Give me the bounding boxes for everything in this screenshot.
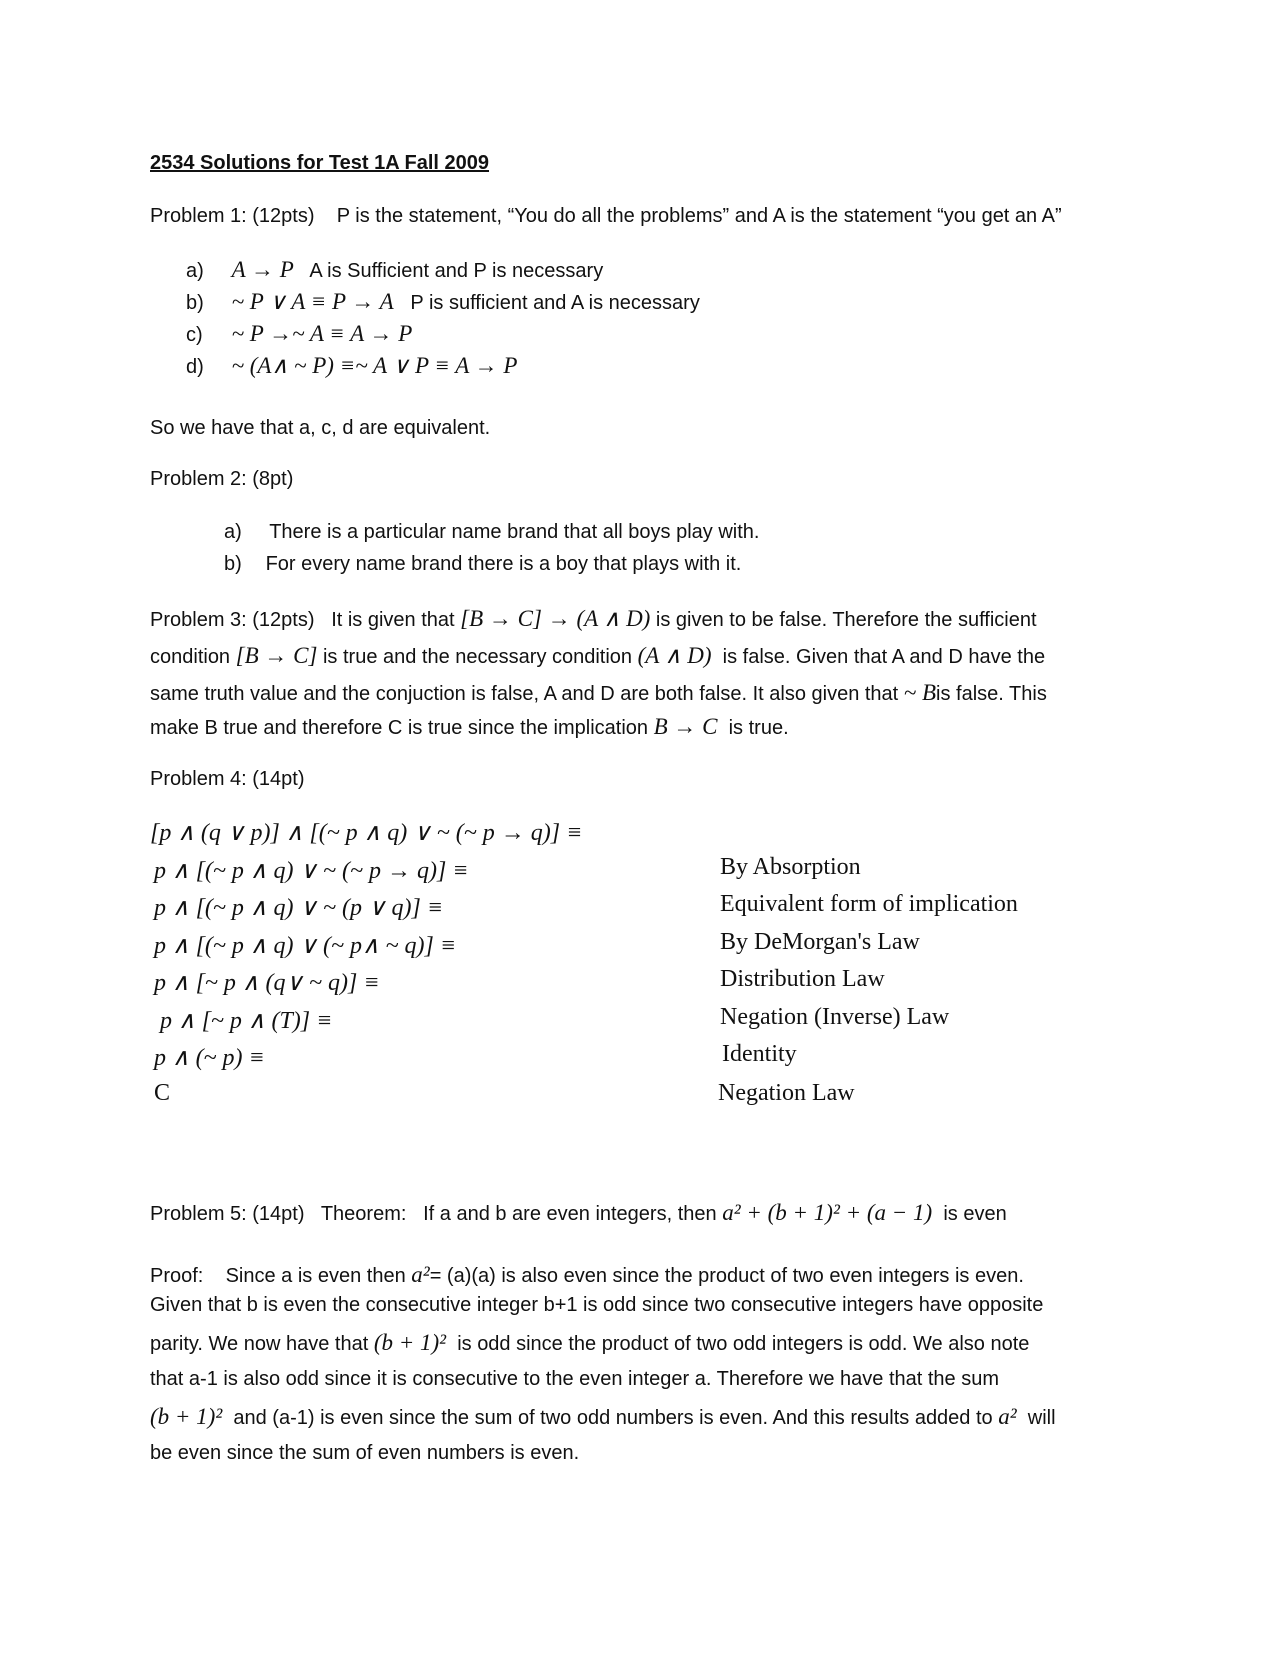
problem-5-header: Problem 5: (14pt) xyxy=(150,1203,305,1225)
proof-line-1 xyxy=(150,1262,1024,1288)
proof-step-expression: p ∧ [~ p ∧ (q∨ ~ q)] ≡ xyxy=(154,970,380,996)
proof-step-expression: p ∧ [(~ p ∧ q) ∨ ~ (~ p → q)] ≡ xyxy=(154,858,469,884)
theorem-expression: a² + (b + 1)² + (a − 1) xyxy=(722,1200,933,1225)
text-run: same truth value and the conjuction is false, A and D are both false. It also given that xyxy=(150,683,899,705)
problem-2-item-a xyxy=(224,521,759,544)
text-run: will xyxy=(1027,1407,1056,1429)
math-expression: ~ B xyxy=(903,680,937,705)
math-expression: [B → C] → (A ∧ D) xyxy=(460,606,651,631)
proof-step-reason: Distribution Law xyxy=(720,966,885,992)
theorem-label: Theorem: xyxy=(320,1203,407,1225)
item-label: a) xyxy=(186,260,204,282)
item-math: ~ P →~ A ≡ A → P xyxy=(231,321,413,346)
proof-step-expression: p ∧ (~ p) ≡ xyxy=(154,1045,265,1071)
text-run: is given to be false. Therefore the sufficient xyxy=(655,609,1037,631)
problem-1-statement xyxy=(150,205,1062,228)
proof-line-4: that a-1 is also odd since it is consecutive to the even integer a. Therefore we have that the sum xyxy=(150,1368,1000,1390)
math-expression: a² xyxy=(998,1404,1017,1429)
text-run: = (a)(a) is also even since the product of two even integers is even. xyxy=(429,1265,1024,1287)
text-run: is odd since the product of two odd integers is odd. We also note xyxy=(457,1333,1030,1355)
text-run: is false. Given that A and D have the xyxy=(722,646,1046,668)
math-expression: (b + 1)² xyxy=(373,1330,447,1355)
problem-1-item-d xyxy=(186,353,517,379)
proof-step-reason: Identity xyxy=(722,1041,797,1067)
item-label: d) xyxy=(186,356,204,378)
page-title: 2534 Solutions for Test 1A Fall 2009 xyxy=(150,152,490,174)
item-text: There is a particular name brand that all boys play with. xyxy=(269,521,760,543)
problem-3-line-2 xyxy=(150,643,1045,669)
proof-line-2: Given that b is even the consecutive integer b+1 is odd since two consecutive integers have opposite xyxy=(150,1294,1044,1316)
problem-3-line-3 xyxy=(150,680,1047,706)
proof-line-6: be even since the sum of even numbers is even. xyxy=(150,1442,580,1464)
text-run: and (a-1) is even since the sum of two odd numbers is even. And this results added to xyxy=(233,1407,993,1429)
proof-step-reason: Negation (Inverse) Law xyxy=(720,1004,950,1030)
text-run: is even xyxy=(943,1203,1007,1225)
math-expression: (b + 1)² xyxy=(150,1404,223,1429)
text-run: It is given that xyxy=(331,609,455,631)
text-run: parity. We now have that xyxy=(150,1333,369,1355)
proof-step-reason: Negation Law xyxy=(718,1080,855,1106)
item-math: ~ (A∧ ~ P) ≡~ A ∨ P ≡ A → P xyxy=(231,353,518,378)
text-run: condition xyxy=(150,646,231,668)
proof-step-expression: p ∧ [(~ p ∧ q) ∨ ~ (p ∨ q)] ≡ xyxy=(154,895,444,921)
text-run: is true and the necessary condition xyxy=(322,646,633,668)
problem-2-header: Problem 2: (8pt) xyxy=(150,468,294,490)
problem-2-item-b xyxy=(224,553,741,576)
item-label: b) xyxy=(224,553,242,575)
math-expression: a² xyxy=(411,1262,430,1287)
problem-1-text: P is the statement, “You do all the problems” and A is the statement “you get an A” xyxy=(336,205,1062,227)
proof-step-reason: Equivalent form of implication xyxy=(720,891,1018,917)
math-expression: [B → C] xyxy=(235,643,318,668)
item-math: A → P xyxy=(231,257,294,282)
text-run: is true. xyxy=(728,717,789,739)
problem-1-conclusion: So we have that a, c, d are equivalent. xyxy=(150,417,491,439)
problem-3-header: Problem 3: (12pts) xyxy=(150,609,315,631)
item-text: For every name brand there is a boy that plays with it. xyxy=(265,553,742,575)
math-expression: B → C xyxy=(653,714,718,739)
text-run: make B true and therefore C is true since the implication xyxy=(150,717,649,739)
item-note: P is sufficient and A is necessary xyxy=(410,292,700,314)
proof-step-reason: By DeMorgan's Law xyxy=(720,929,920,955)
text-run: is false. This xyxy=(936,683,1047,705)
proof-step-reason: By Absorption xyxy=(720,854,861,880)
problem-5-theorem xyxy=(150,1200,1007,1226)
item-math: ~ P ∨ A ≡ P → A xyxy=(231,289,394,314)
proof-line-5 xyxy=(150,1404,1056,1430)
proof-line-3 xyxy=(150,1330,1029,1356)
problem-3-line-1 xyxy=(150,606,1037,632)
item-label: c) xyxy=(186,324,203,346)
proof-step-expression: [p ∧ (q ∨ p)] ∧ [(~ p ∧ q) ∨ ~ (~ p → q)] ≡ xyxy=(150,820,583,846)
text-run: If a and b are even integers, then xyxy=(423,1203,717,1225)
item-note: A is Sufficient and P is necessary xyxy=(309,260,604,282)
problem-1-item-c xyxy=(186,321,412,347)
problem-1-header: Problem 1: (12pts) xyxy=(150,205,315,227)
problem-1-item-a xyxy=(186,257,603,283)
proof-label: Proof: xyxy=(150,1265,204,1287)
proof-step-expression: p ∧ [~ p ∧ (T)] ≡ xyxy=(160,1008,333,1034)
problem-3-line-4 xyxy=(150,714,789,740)
item-label: a) xyxy=(224,521,242,543)
proof-step-expression: C xyxy=(154,1080,171,1106)
math-expression: (A ∧ D) xyxy=(637,643,712,668)
problem-1-item-b xyxy=(186,289,700,315)
item-label: b) xyxy=(186,292,204,314)
proof-step-expression: p ∧ [(~ p ∧ q) ∨ (~ p∧ ~ q)] ≡ xyxy=(154,933,457,959)
problem-4-header: Problem 4: (14pt) xyxy=(150,768,305,790)
text-run: Since a is even then xyxy=(225,1265,406,1287)
